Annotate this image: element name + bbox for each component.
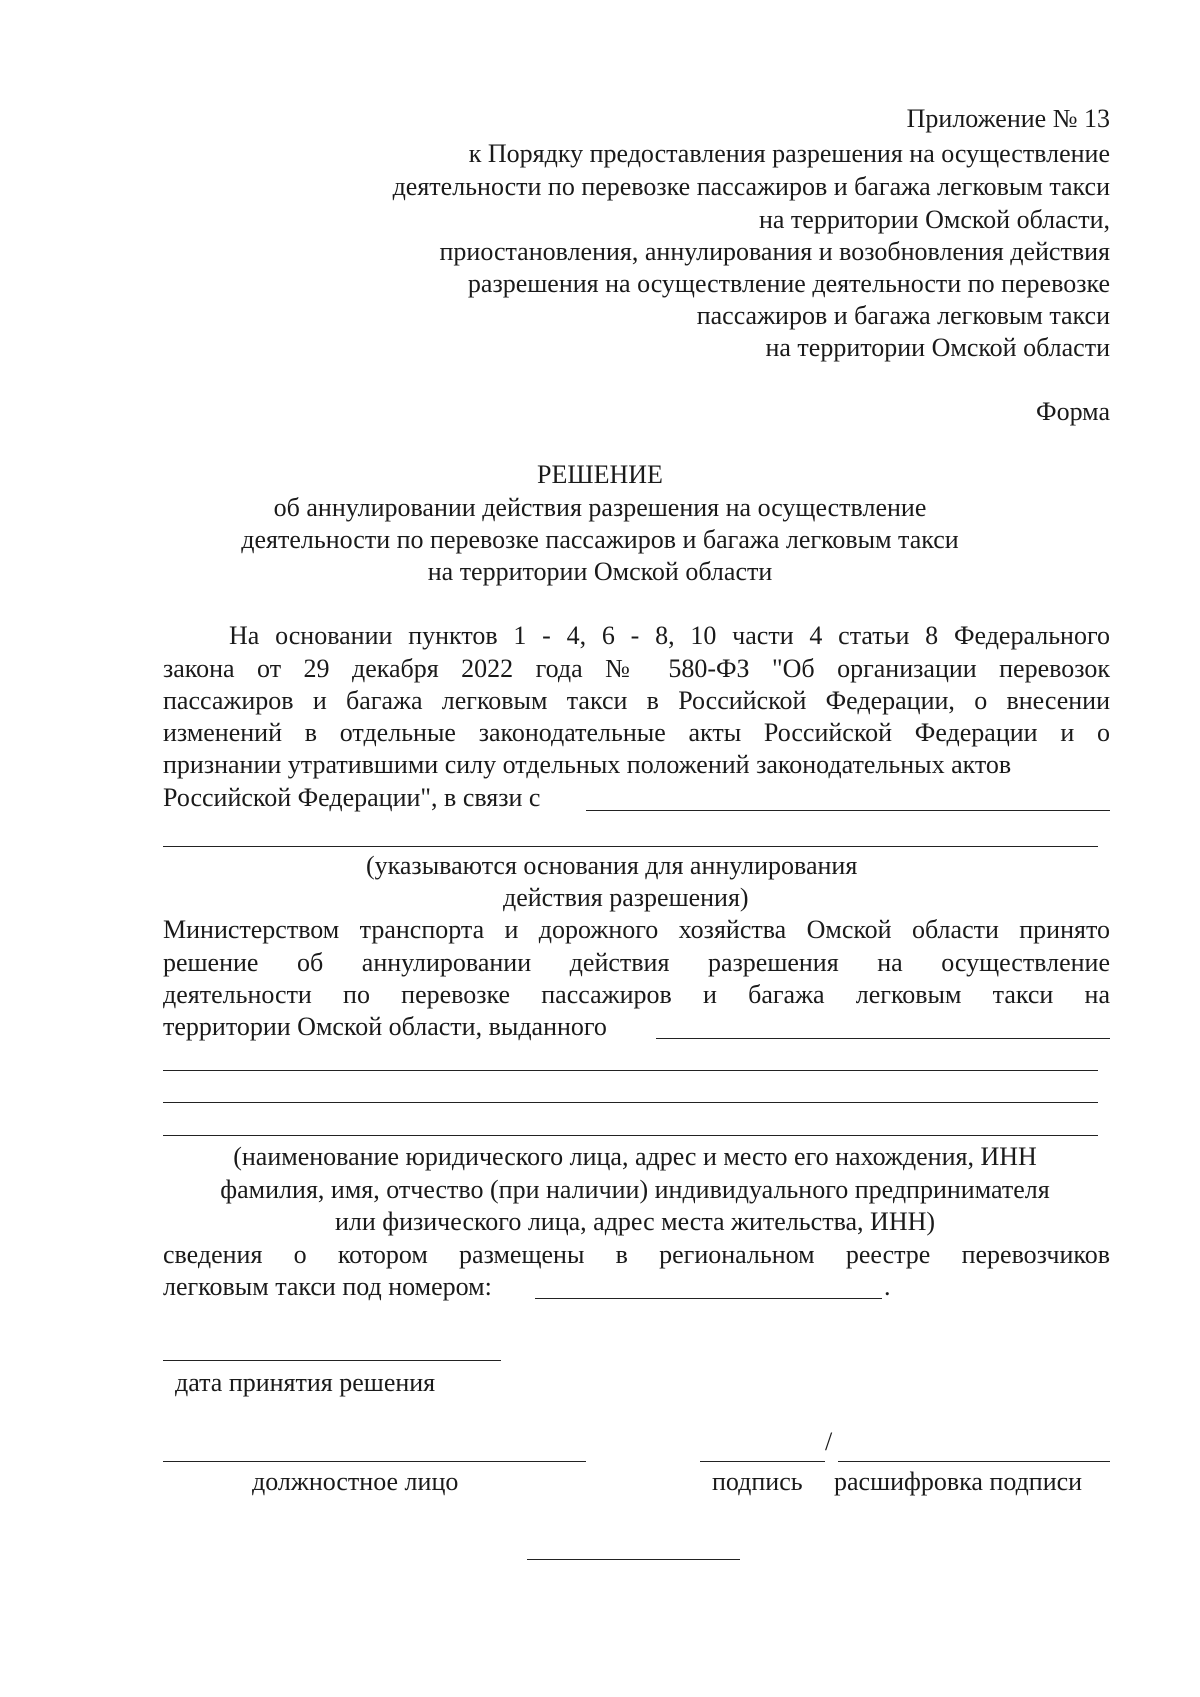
title-line: на территории Омской области [427, 557, 773, 586]
holder-note: или физического лица, адрес места жительства, ИНН) [334, 1207, 936, 1236]
title-line: деятельности по перевозке пассажиров и багажа легковым такси [241, 525, 959, 554]
official-label: должностное лицо [252, 1467, 459, 1496]
closing-rule [527, 1559, 740, 1560]
period: . [884, 1272, 891, 1301]
appendix-number: Приложение № 13 [906, 104, 1110, 133]
body-line: решение об аннулировании действия разрешения на осуществление [163, 948, 1110, 977]
holder-fill-line[interactable] [163, 1102, 1098, 1103]
registry-number-fill-line[interactable] [535, 1298, 882, 1299]
body-line: сведения о котором размещены в региональном реестре перевозчиков [163, 1240, 1110, 1269]
body-line: закона от 29 декабря 2022 года № 580-ФЗ "Об организации перевозок [163, 654, 1110, 683]
signature-decoding-label: расшифровка подписи [834, 1467, 1083, 1496]
title-line: об аннулировании действия разрешения на осуществление [273, 493, 927, 522]
header-line: приостановления, аннулирования и возобновления действия [439, 237, 1110, 266]
holder-note: (наименование юридического лица, адрес и место его нахождения, ИНН [233, 1142, 1037, 1171]
date-fill-line[interactable] [163, 1360, 501, 1361]
grounds-fill-line[interactable] [586, 810, 1110, 811]
body-line: пассажиров и багажа легковым такси в Российской Федерации, о внесении [163, 686, 1110, 715]
body-line: деятельности по перевозке пассажиров и багажа легковым такси на [163, 980, 1110, 1009]
body-line: Министерством транспорта и дорожного хозяйства Омской области принято [163, 915, 1110, 944]
holder-fill-line[interactable] [656, 1038, 1110, 1039]
grounds-note: (указываются основания для аннулирования [366, 851, 858, 880]
signature-fill-line[interactable] [700, 1461, 825, 1462]
form-label: Форма [1036, 397, 1110, 426]
body-line: На основании пунктов 1 - 4, 6 - 8, 10 части 4 статьи 8 Федерального [229, 621, 1110, 650]
body-line: Российской Федерации", в связи с [163, 783, 541, 812]
document-heading: РЕШЕНИЕ [537, 460, 663, 489]
body-line: легковым такси под номером: [163, 1272, 492, 1301]
body-line: территории Омской области, выданного [163, 1012, 607, 1041]
grounds-note: действия разрешения) [503, 883, 749, 912]
slash-separator: / [825, 1427, 833, 1456]
holder-fill-line[interactable] [163, 1135, 1098, 1136]
header-line: деятельности по перевозке пассажиров и багажа легковым такси [392, 172, 1110, 201]
grounds-fill-line[interactable] [163, 846, 1098, 847]
official-fill-line[interactable] [163, 1461, 586, 1462]
header-line: на территории Омской области [765, 333, 1110, 362]
header-line: пассажиров и багажа легковым такси [696, 301, 1110, 330]
holder-fill-line[interactable] [163, 1070, 1098, 1071]
header-line: к Порядку предоставления разрешения на осуществление [468, 139, 1110, 168]
signature-decoding-fill-line[interactable] [838, 1461, 1110, 1462]
header-line: на территории Омской области, [758, 205, 1110, 234]
header-line: разрешения на осуществление деятельности по перевозке [467, 269, 1110, 298]
body-line: признании утратившими силу отдельных положений законодательных актов [163, 750, 1012, 779]
signature-label: подпись [712, 1467, 803, 1496]
holder-note: фамилия, имя, отчество (при наличии) индивидуального предпринимателя [220, 1175, 1050, 1204]
date-label: дата принятия решения [175, 1368, 436, 1397]
body-line: изменений в отдельные законодательные акты Российской Федерации и о [163, 718, 1110, 747]
